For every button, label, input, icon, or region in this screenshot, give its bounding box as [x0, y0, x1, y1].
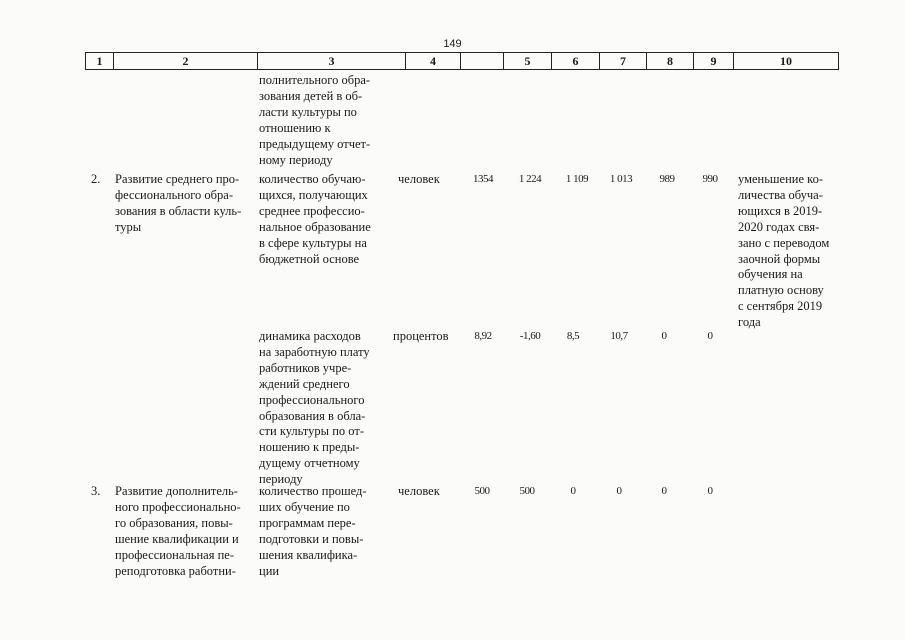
row2-value-4: 1 013: [609, 173, 633, 185]
row2-indicator: количество обучаю- щихся, получающих среднее профессио- нальное образование в сфере культуры на бюджетной основе: [259, 172, 371, 266]
row2-note: уменьшение ко- личества обуча- ющихся в 2019- 2020 годах свя- зано с переводом заочной формы обучения на платную основу с сентября 2019 года: [738, 172, 830, 330]
row4-unit: человек: [398, 484, 440, 498]
row4-indicator: количество прошед- ших обучение по программам пере- подготовки и повы- шения квалифика- ции: [259, 484, 367, 578]
row4-value-1: 500: [474, 485, 490, 497]
row3-value-4: 10,7: [610, 330, 628, 342]
page-number: 149: [443, 38, 462, 50]
header-col-7: 7: [620, 54, 626, 68]
header-col-1: 1: [96, 54, 103, 68]
header-col-5: 5: [524, 54, 531, 68]
row4-value-4: 0: [616, 485, 622, 497]
row2-number: 2.: [91, 172, 101, 186]
row4-number: 3.: [91, 484, 101, 498]
row3-value-5: 0: [661, 330, 667, 342]
row2-value-3: 1 109: [565, 173, 589, 185]
header-col-10: 10: [780, 54, 792, 68]
header-col-2: 2: [182, 54, 189, 68]
row1-indicator: полнительного обра- зования детей в об- ласти культуры по отношению к предыдущему отчет- ному периоду: [259, 73, 371, 167]
row4-value-2: 500: [519, 485, 535, 497]
header-col-8: 8: [667, 54, 673, 68]
row4-value-5: 0: [661, 485, 667, 497]
row4-value-3: 0: [570, 485, 576, 497]
row3-indicator: динамика расходов на заработную плату работников учре- ждений среднего профессионального образования в обла- сти культуры по от- ношению к преды- дущему отчетному периоду: [259, 329, 370, 487]
header-col-blank: [461, 53, 503, 69]
row4-direction: Развитие дополнитель- ного профессионально- го образования, повы- шение квалификации и профессиональная пе- реподготовка работни-: [115, 484, 241, 578]
row4-value-6: 0: [707, 485, 713, 497]
header-col-9: 9: [710, 54, 717, 68]
row2-direction: Развитие среднего про- фессионального обра- зования в области куль- туры: [115, 172, 242, 234]
row2-unit: человек: [398, 172, 440, 186]
row2-value-5: 989: [659, 173, 675, 185]
row3-value-1: 8,92: [474, 330, 492, 342]
table-header: [85, 52, 839, 70]
row2-value-6: 990: [702, 173, 718, 185]
header-col-4: 4: [430, 54, 436, 68]
header-col-6: 6: [572, 54, 579, 68]
row3-value-3: 8,5: [566, 330, 580, 342]
row3-value-6: 0: [707, 330, 713, 342]
row3-unit: процентов: [393, 329, 449, 343]
row2-value-2: 1 224: [518, 173, 542, 185]
row3-value-2: -1,60: [519, 330, 541, 342]
row2-value-1: 1354: [473, 173, 493, 185]
header-col-3: 3: [328, 54, 335, 68]
